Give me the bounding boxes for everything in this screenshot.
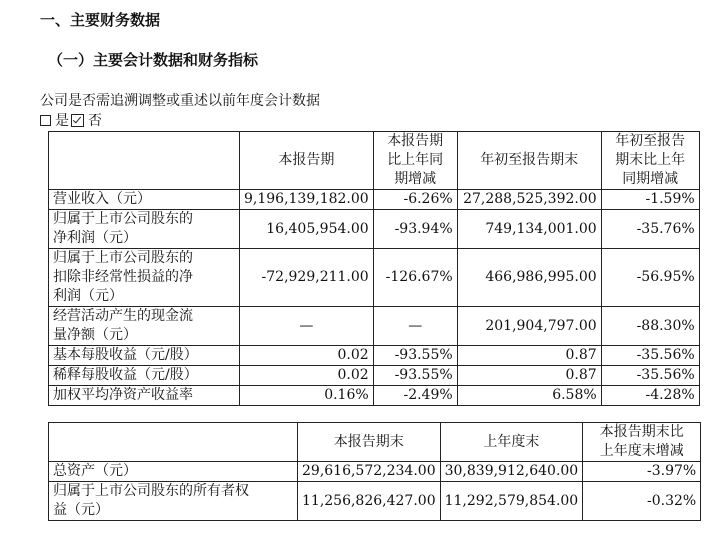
option-yes-label: 是	[55, 113, 69, 129]
section-heading: 一、主要财务数据	[40, 11, 161, 29]
subsection-heading: （一）主要会计数据和财务指标	[48, 51, 259, 69]
cell-text-line: 加权平均净资产收益率	[53, 387, 193, 403]
table-row	[49, 386, 700, 406]
value-cell-cur: -72,929,211.00	[240, 249, 374, 307]
value-cell-cur-chg: -93.94%	[373, 210, 457, 249]
restatement-options	[40, 110, 102, 130]
value-cell-chg: -0.32%	[583, 482, 701, 521]
value-cell-cur: 9,196,139,182.00	[240, 190, 374, 210]
row-label	[49, 346, 240, 366]
value-cell-ytd: 749,134,001.00	[457, 210, 601, 249]
value-cell-ytd: 27,288,525,392.00	[457, 190, 601, 210]
value-cell-cur: 0.02	[240, 366, 374, 386]
value-cell-cur: 0.02	[240, 346, 374, 366]
cell-text-line: 本报告期末比	[599, 424, 684, 440]
cell-text-line: 本报告期	[278, 152, 335, 168]
restatement-question: 公司是否需追溯调整或重述以前年度会计数据	[40, 93, 320, 109]
value-cell-cur-chg: —	[373, 307, 457, 346]
column-header	[49, 132, 240, 190]
cell-text-line: 上年度末	[483, 433, 540, 450]
cell-text-line: 基本每股收益（元/股）	[53, 347, 198, 363]
table-row	[49, 366, 700, 386]
cell-text-line: 净利润（元）	[53, 230, 137, 246]
cell-text-line: 利润（元）	[53, 288, 123, 304]
value-cell-ytd-chg: -35.56%	[601, 366, 699, 386]
column-header	[240, 132, 374, 190]
value-cell-ytd-chg: -88.30%	[601, 307, 699, 346]
table-row	[49, 249, 700, 307]
column-header	[457, 132, 601, 190]
column-header	[601, 132, 699, 190]
table-row	[49, 210, 700, 249]
value-cell-ytd: 0.87	[457, 346, 601, 366]
value-cell-chg: -3.97%	[583, 462, 701, 482]
option-no-label: 否	[88, 113, 102, 129]
value-cell-cur: 16,405,954.00	[240, 210, 374, 249]
value-cell-ytd: 201,904,797.00	[457, 307, 601, 346]
value-cell-end: 11,256,826,427.00	[298, 482, 441, 521]
financial-indicators-table	[48, 131, 700, 406]
value-cell-ytd: 466,986,995.00	[457, 249, 601, 307]
cell-text-line: 益（元）	[53, 502, 109, 518]
value-cell-cur: 0.16%	[240, 386, 374, 406]
table-row	[49, 346, 700, 366]
cell-text-line: 期增减	[394, 171, 437, 187]
value-cell-cur: —	[240, 307, 374, 346]
column-header	[373, 132, 457, 190]
table-row	[49, 462, 701, 482]
cell-text-line: 稀释每股收益（元/股）	[53, 367, 198, 383]
cell-text-line: 归属于上市公司股东的	[53, 211, 193, 227]
value-cell-cur-chg: -93.55%	[373, 366, 457, 386]
cell-text-line: 营业收入（元）	[53, 191, 151, 207]
value-cell-cur-chg: -126.67%	[373, 249, 457, 307]
cell-text-line: 同期增减	[622, 171, 679, 187]
row-label	[49, 482, 298, 521]
value-cell-prev: 30,839,912,640.00	[440, 462, 583, 482]
row-label	[49, 366, 240, 386]
value-cell-ytd-chg: -1.59%	[601, 190, 699, 210]
table-row	[49, 482, 701, 521]
table-row	[49, 190, 700, 210]
cell-text-line: 量净额（元）	[53, 327, 137, 343]
cell-text-line: 年初至报告	[615, 133, 686, 149]
value-cell-ytd-chg: -4.28%	[601, 386, 699, 406]
cell-text-line: 本报告期末	[333, 433, 404, 450]
column-header	[440, 423, 583, 462]
cell-text-line: 上年度末增减	[599, 443, 684, 459]
value-cell-ytd-chg: -56.95%	[601, 249, 699, 307]
table-header-row	[49, 423, 701, 462]
value-cell-cur-chg: -6.26%	[373, 190, 457, 210]
column-header	[583, 423, 701, 462]
row-label	[49, 190, 240, 210]
cell-text-line: 期末比上年	[615, 152, 686, 168]
cell-text-line: 扣除非经常性损益的净	[53, 269, 193, 285]
cell-text-line: 归属于上市公司股东的所有者权	[53, 483, 249, 499]
cell-text-line: 总资产（元）	[53, 463, 137, 479]
value-cell-prev: 11,292,579,854.00	[440, 482, 583, 521]
table-row	[49, 307, 700, 346]
value-cell-ytd: 0.87	[457, 366, 601, 386]
column-header	[298, 423, 441, 462]
value-cell-end: 29,616,572,234.00	[298, 462, 441, 482]
balance-sheet-table	[48, 422, 701, 521]
value-cell-cur-chg: -93.55%	[373, 346, 457, 366]
row-label	[49, 462, 298, 482]
value-cell-ytd-chg: -35.56%	[601, 346, 699, 366]
cell-text-line: 经营活动产生的现金流	[53, 308, 193, 324]
checkbox-yes[interactable]	[40, 115, 51, 126]
checkbox-no-checked[interactable]	[71, 114, 84, 127]
cell-text-line: 年初至报告期末	[480, 152, 579, 168]
row-label	[49, 307, 240, 346]
cell-text-line: 本报告期	[387, 133, 444, 149]
row-label	[49, 386, 240, 406]
cell-text-line: 归属于上市公司股东的	[53, 250, 193, 266]
value-cell-ytd: 6.58%	[457, 386, 601, 406]
cell-text-line: 比上年同	[387, 152, 444, 168]
table-header-row	[49, 132, 700, 190]
value-cell-ytd-chg: -35.76%	[601, 210, 699, 249]
value-cell-cur-chg: -2.49%	[373, 386, 457, 406]
column-header	[49, 423, 298, 462]
row-label	[49, 249, 240, 307]
row-label	[49, 210, 240, 249]
